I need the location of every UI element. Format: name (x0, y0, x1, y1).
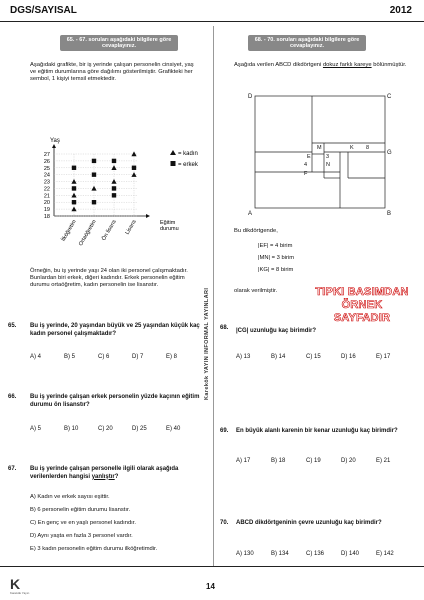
page-number: 14 (206, 582, 215, 591)
chart-point-erkek (92, 172, 96, 176)
chart-point-erkek (92, 200, 96, 204)
q68-text: |CG| uzunluğu kaç birimdir? (236, 328, 317, 334)
chart-ytick-label: 23 (43, 179, 50, 186)
q67-option-c[interactable]: C) En genç ve en yaşlı personel kadındır. (30, 520, 137, 526)
chart-ytick-label: 27 (43, 152, 50, 158)
q70-option-a[interactable]: A) 130 (236, 551, 254, 557)
q66-option-c[interactable]: C) 20 (98, 426, 113, 432)
column-divider (213, 26, 214, 566)
q69-option-e[interactable]: E) 21 (376, 458, 391, 464)
intro-emphasis: dokuz farklı kareye (322, 62, 372, 68)
q70-number: 70. (220, 520, 229, 526)
chart-xtick-label: Ortaöğretim (78, 219, 98, 248)
left-instructions-banner: 65. - 67. soruları aşağıdaki bilgilere göre cevaplayınız. (60, 35, 178, 51)
chart-ytick-label: 21 (43, 193, 50, 200)
legend-erkek-label: = erkek (178, 162, 198, 168)
q67-option-a[interactable]: A) Kadın ve erkek sayısı eşittir. (30, 494, 110, 500)
q65-number: 65. (8, 323, 17, 329)
q67-option-b[interactable]: B) 6 personelin eğitim durumu lisanstır. (30, 507, 131, 513)
q69-options (236, 458, 412, 464)
footer-rule (0, 566, 424, 567)
q66-option-e[interactable]: E) 40 (166, 426, 181, 432)
q70-options (236, 551, 412, 557)
label-m: M (317, 145, 322, 151)
legend-kadin-label: = kadın (178, 151, 198, 157)
chart-point-erkek (92, 159, 96, 163)
q68-option-a[interactable]: A) 13 (236, 354, 251, 360)
given-title: Bu dikdörtgende, (234, 228, 278, 234)
chart-ytick-label: 25 (43, 165, 50, 172)
legend-erkek-marker (171, 161, 176, 166)
given-kg: |KG| = 8 birim (258, 267, 294, 273)
q69-text: En büyük alanlı karenin bir kenar uzunluğu kaç birimdir? (236, 428, 398, 434)
exam-year: 2012 (389, 5, 412, 16)
chart-point-erkek (72, 186, 76, 190)
label-f: F (304, 171, 308, 177)
label-3: 3 (326, 154, 330, 160)
chart-ytick-label: 26 (43, 158, 50, 165)
label-n: N (326, 162, 330, 168)
q65-options (30, 354, 200, 360)
q66-options (30, 426, 200, 432)
q68-option-b[interactable]: B) 14 (271, 354, 286, 360)
exam-title: DGS/SAYISAL (10, 5, 77, 16)
q68-option-e[interactable]: E) 17 (376, 354, 391, 360)
chart-xtick-label: İlköğretim (60, 219, 78, 243)
q68-option-d[interactable]: D) 16 (341, 354, 356, 360)
chart-xtick-label: Lisans (124, 219, 138, 236)
chart-ytick-label: 19 (43, 207, 50, 214)
label-e: E (307, 154, 311, 160)
side-publisher-text: Karekök YAYIN INFORMAL YAYINLARI (204, 287, 210, 400)
page-header (0, 0, 424, 22)
chart-ytick-label: 18 (43, 214, 50, 220)
q66-text: Bu iş yerinde çalışan erkek personelin yüzde kaçının eğitim durumu ön lisanstır? (30, 394, 200, 408)
q69-number: 69. (220, 428, 229, 434)
age-education-chart (20, 130, 210, 265)
chart-point-erkek (112, 159, 116, 163)
q70-option-c[interactable]: C) 136 (306, 551, 325, 557)
given-list (258, 240, 294, 276)
legend-kadin-marker (170, 150, 176, 155)
chart-xtick-label: Ön lisans (101, 219, 118, 242)
rectangle-intro-text: Aşağıda verilen ABCD dikdörtgeni dokuz farklı kareye bölünmüştür. (234, 62, 407, 68)
label-d: D (248, 94, 253, 100)
q65-option-e[interactable]: E) 8 (166, 354, 178, 360)
q69-option-a[interactable]: A) 17 (236, 458, 251, 464)
q70-text: ABCD dikdörtgeninin çevre uzunluğu kaç birimdir? (236, 520, 382, 526)
chart-xlabel (160, 220, 179, 232)
q70-option-b[interactable]: B) 134 (271, 551, 289, 557)
chart-point-kadin (71, 193, 76, 198)
q70-option-d[interactable]: D) 140 (341, 551, 360, 557)
chart-point-kadin (71, 207, 76, 212)
chart-xlabel: durumu (160, 226, 179, 232)
chart-point-erkek (132, 166, 136, 170)
q67-options (30, 491, 205, 556)
q66-option-d[interactable]: D) 25 (132, 426, 147, 432)
chart-point-erkek (72, 166, 76, 170)
label-g: G (387, 150, 392, 156)
label-8: 8 (366, 145, 370, 151)
q69-option-c[interactable]: C) 19 (306, 458, 321, 464)
chart-point-erkek (112, 186, 116, 190)
q65-option-a[interactable]: A) 4 (30, 354, 42, 360)
label-a: A (248, 211, 253, 217)
rectangle-diagram (240, 88, 400, 220)
q65-option-c[interactable]: C) 6 (98, 354, 110, 360)
label-4: 4 (304, 162, 308, 168)
q68-option-c[interactable]: C) 15 (306, 354, 321, 360)
q67-option-d[interactable]: D) Aynı yaşta en fazla 3 personel vardır. (30, 533, 133, 539)
chart-point-kadin (131, 151, 136, 156)
chart-x-arrow (146, 214, 150, 218)
q69-option-b[interactable]: B) 18 (271, 458, 286, 464)
chart-ylabel: Yaş (50, 138, 60, 144)
q66-option-a[interactable]: A) 5 (30, 426, 42, 432)
chart-y-arrow (52, 144, 56, 148)
q68-number: 68. (220, 325, 229, 331)
label-k: K (350, 145, 354, 151)
q70-option-e[interactable]: E) 142 (376, 551, 394, 557)
q67-number: 67. (8, 466, 17, 472)
q69-option-d[interactable]: D) 20 (341, 458, 356, 464)
publisher-logo: K Karekök Yayın (10, 576, 30, 595)
q67-option-e[interactable]: E) 3 kadın personelin eğitim durumu ilköğretimdir. (30, 546, 158, 552)
chart-ytick-label: 20 (43, 200, 50, 207)
chart-point-erkek (72, 200, 76, 204)
q65-option-b[interactable]: B) 5 (64, 354, 76, 360)
given-ef: |EF| = 4 birim (258, 243, 293, 249)
q67-emphasis: yanlıştır (91, 473, 115, 480)
label-b: B (387, 211, 392, 217)
right-instructions-banner: 68. - 70. soruları aşağıdaki bilgilere göre cevaplayınız. (248, 35, 366, 51)
q65-option-d[interactable]: D) 7 (132, 354, 144, 360)
chart-example-text: Örneğin, bu iş yerinde yaşı 24 olan iki personel çalışmaktadır. Bunlardan biri erkek, diğeri kadındır. Erkek personelin eğitim durumu ortaöğretim, kadın personelin ise lisanstır. (30, 268, 188, 289)
chart-intro-text: Aşağıdaki grafikte, bir iş yerinde çalışan personelin cinsiyet, yaş ve eğitim durumlarına göre dağılımı gösterilmiştir. Grafikteki her sembol, 1 kişiyi temsil etmektedir. (30, 62, 194, 83)
chart-point-erkek (112, 193, 116, 197)
q65-text: Bu iş yerinde, 20 yaşından büyük ve 25 yaşından küçük kaç kadın personel çalışmaktadır? (30, 323, 200, 337)
sample-page-stamp: TIPKI BASIMDAN ÖRNEK SAYFADIR (315, 286, 409, 324)
chart-legend (170, 150, 199, 168)
given-end: olarak verilmiştir. (234, 288, 278, 294)
chart-ytick-label: 22 (43, 186, 50, 193)
q66-number: 66. (8, 394, 17, 400)
chart-ytick-label: 24 (43, 172, 50, 179)
label-c: C (387, 94, 392, 100)
q67-text: Bu iş yerinde çalışan personelle ilgili olarak aşağıda verilenlerden hangisi yanlıştır? (30, 466, 179, 480)
q68-options (236, 354, 412, 360)
q66-option-b[interactable]: B) 10 (64, 426, 79, 432)
chart-xlabel: Eğitim (160, 220, 176, 226)
given-mn: |MN| = 3 birim (258, 255, 295, 261)
